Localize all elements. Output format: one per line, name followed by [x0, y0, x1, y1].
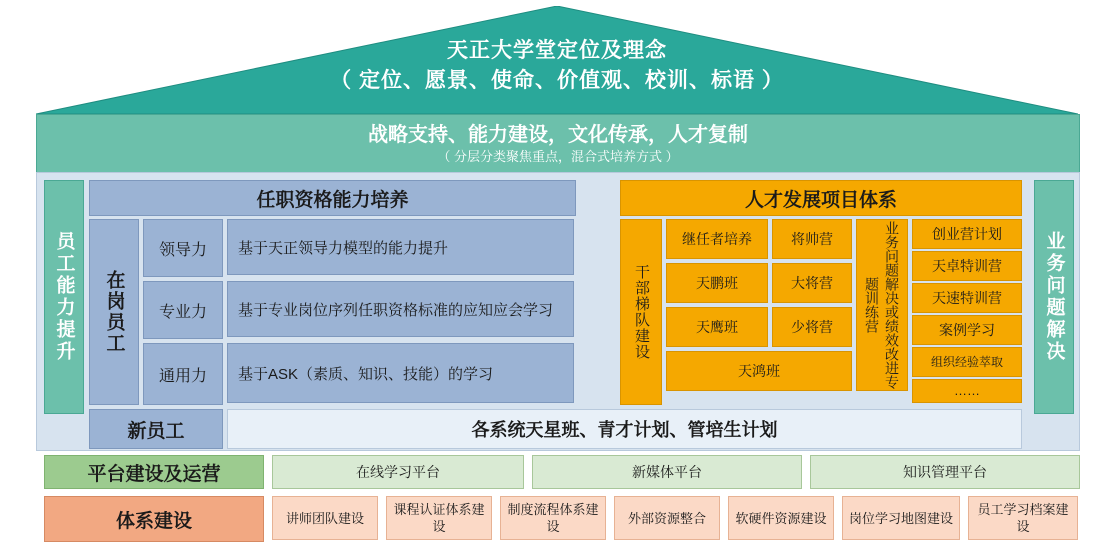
roof-title: 天正大学堂定位及理念 [447, 39, 667, 62]
system-item-learning-map: 岗位学习地图建设 [842, 496, 960, 540]
camp-major-general: 大将营 [772, 263, 852, 303]
capability-professional-desc: 基于专业岗位序列任职资格标准的应知应会学习 [227, 281, 574, 337]
program-tiansu: 天速特训营 [912, 283, 1022, 313]
program-startup-camp: 创业营计划 [912, 219, 1022, 249]
onjob-employee-label: 在岗员工 [89, 219, 139, 405]
camp-tianhong: 天鸿班 [666, 351, 852, 391]
strategy-band-title: 战略支持、能力建设，文化传承，人才复制 [368, 124, 748, 146]
program-tianzhuo: 天卓特训营 [912, 251, 1022, 281]
camp-successor: 继任者培养 [666, 219, 768, 259]
program-experience-extraction: 组织经验萃取 [912, 347, 1022, 377]
strategy-band [36, 114, 1080, 174]
camp-tianying: 天鹰班 [666, 307, 768, 347]
strategy-band-subtitle: （ 分层分类聚焦重点，混合式培养方式 ） [437, 149, 679, 164]
capability-general-desc: 基于ASK（素质、知识、技能）的学习 [227, 343, 574, 403]
platform-item-online-learning: 在线学习平台 [272, 455, 524, 489]
pillar-business-problem: 业务问题解决 [1034, 180, 1074, 414]
camp-general-marshal: 将帅营 [772, 219, 852, 259]
camp-minor-general: 少将营 [772, 307, 852, 347]
main-body [36, 172, 1080, 451]
capability-professional: 专业力 [143, 281, 223, 339]
roof-shape [36, 6, 1078, 114]
program-ellipsis: …… [912, 379, 1022, 403]
program-case-study: 案例学习 [912, 315, 1022, 345]
platform-item-knowledge-mgmt: 知识管理平台 [810, 455, 1080, 489]
roof-subtitle: （ 定位、愿景、使命、价值观、校训、标语 ） [330, 69, 784, 92]
business-training-camp: 业务问题解决或绩效改进专题训练营 [856, 219, 908, 391]
system-item-external-resources: 外部资源整合 [614, 496, 720, 540]
platform-header: 平台建设及运营 [44, 455, 264, 489]
capability-general: 通用力 [143, 343, 223, 405]
system-item-process-system: 制度流程体系建设 [500, 496, 606, 540]
new-employee-label: 新员工 [89, 409, 223, 449]
new-employee-programs: 各系统天星班、青才计划、管培生计划 [227, 409, 1022, 449]
talent-header: 人才发展项目体系 [620, 180, 1022, 216]
system-item-trainer-team: 讲师团队建设 [272, 496, 378, 540]
system-item-learning-records: 员工学习档案建设 [968, 496, 1078, 540]
pillar-employee-capability: 员工能力提升 [44, 180, 84, 414]
platform-item-new-media: 新媒体平台 [532, 455, 802, 489]
qualification-header: 任职资格能力培养 [89, 180, 576, 216]
roof-text [36, 36, 1078, 96]
system-item-course-certification: 课程认证体系建设 [386, 496, 492, 540]
capability-leadership-desc: 基于天正领导力模型的能力提升 [227, 219, 574, 275]
camp-tianpeng: 天鹏班 [666, 263, 768, 303]
capability-leadership: 领导力 [143, 219, 223, 277]
cadre-echelon-label: 干部梯队建设 [620, 219, 662, 405]
system-item-hardware-software: 软硬件资源建设 [728, 496, 834, 540]
system-header: 体系建设 [44, 496, 264, 542]
